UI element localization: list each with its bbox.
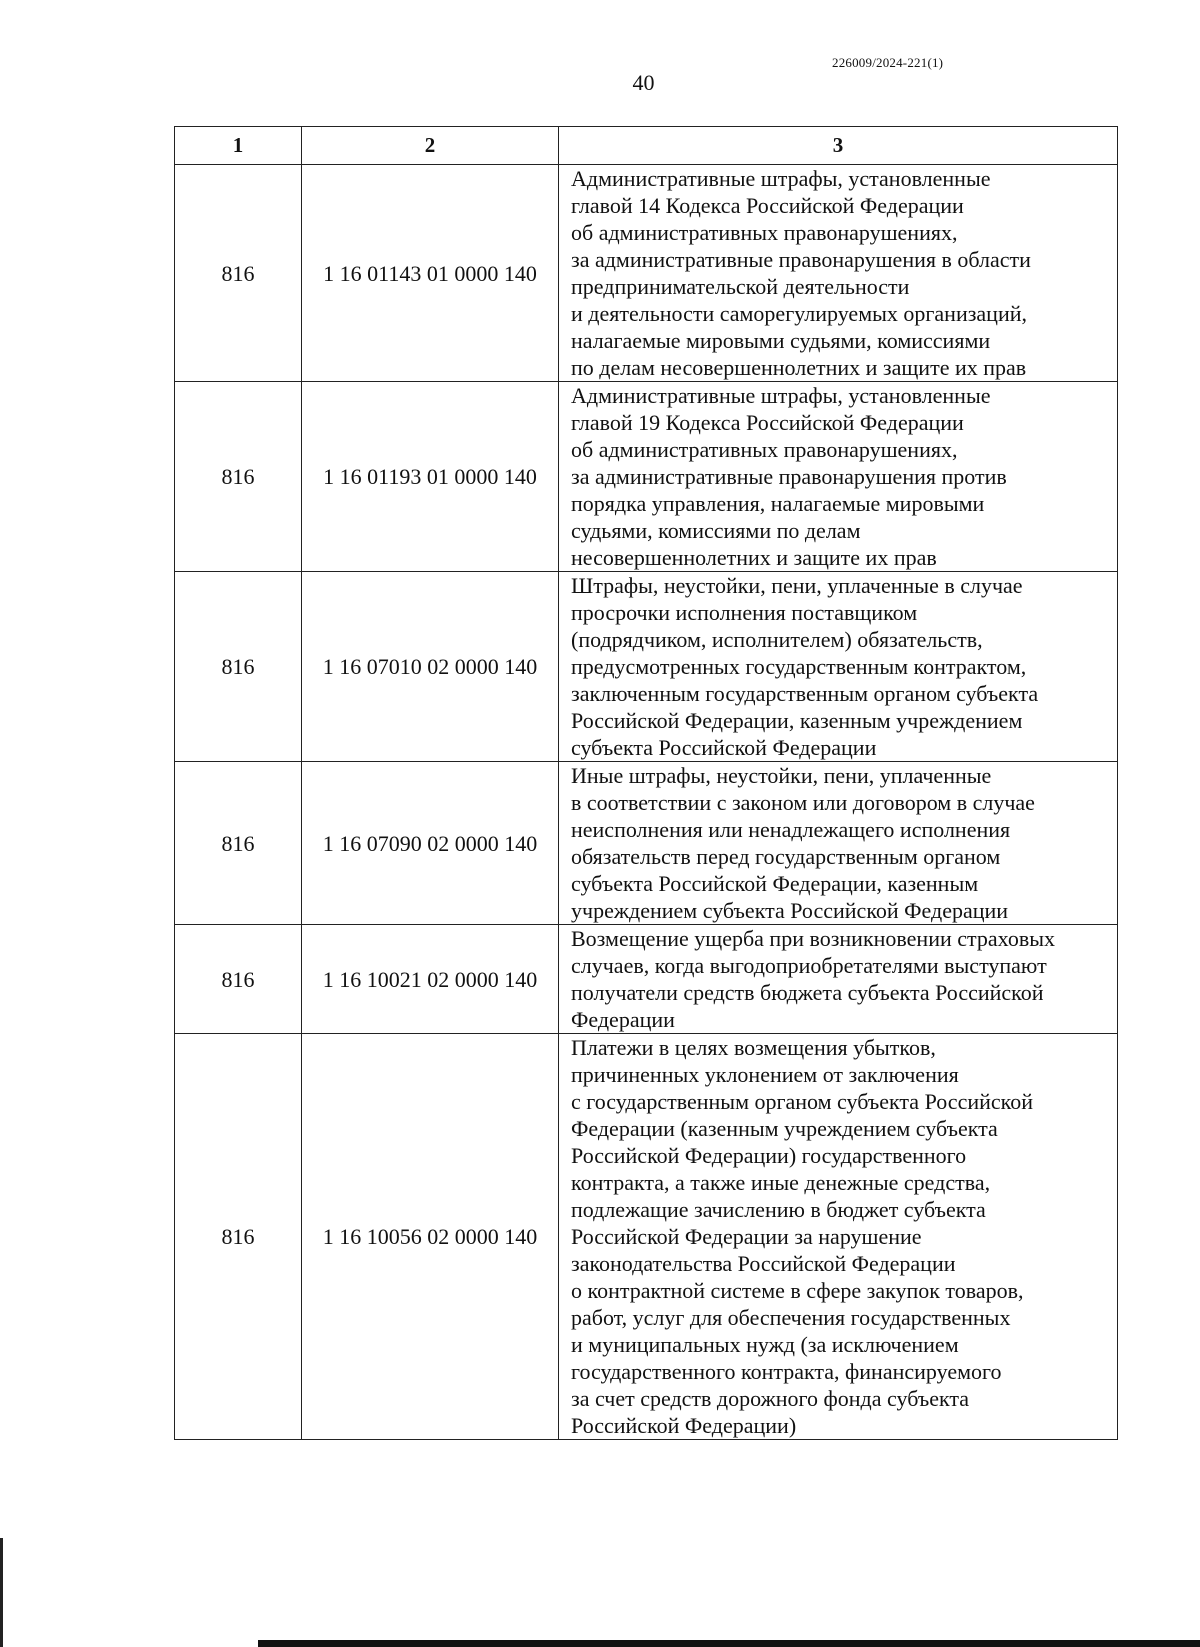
budget-code-cell: 1 16 07090 02 0000 140 — [302, 762, 559, 925]
description-cell — [559, 925, 1118, 1034]
table-row — [175, 165, 1118, 382]
admin-code-cell: 816 — [175, 382, 302, 572]
description-line: предусмотренных государственным контрактом, — [571, 654, 1027, 679]
description-line: подлежащие зачислению в бюджет субъекта — [571, 1197, 986, 1222]
description-line: обязательств перед государственным органом — [571, 844, 1001, 869]
description-line: Возмещение ущерба при возникновении страховых — [571, 926, 1055, 951]
table-row — [175, 572, 1118, 762]
description-line: по делам несовершеннолетних и защите их прав — [571, 355, 1027, 380]
table-row — [175, 762, 1118, 925]
description-line: учреждением субъекта Российской Федерации — [571, 898, 1009, 923]
page-number: 40 — [632, 70, 655, 95]
description-cell — [559, 165, 1118, 382]
description-line: порядка управления, налагаемые мировыми — [571, 491, 985, 516]
table-header-row — [175, 127, 1118, 165]
column-header-2: 2 — [302, 127, 559, 165]
budget-code-cell: 1 16 10021 02 0000 140 — [302, 925, 559, 1034]
description-line: налагаемые мировыми судьями, комиссиями — [571, 328, 991, 353]
description-cell — [559, 382, 1118, 572]
description-line: и муниципальных нужд (за исключением — [571, 1332, 959, 1357]
description-line: предпринимательской деятельности — [571, 274, 910, 299]
admin-code-cell: 816 — [175, 1034, 302, 1440]
description-line: субъекта Российской Федерации, казенным — [571, 871, 979, 896]
description-line: об административных правонарушениях, — [571, 220, 958, 245]
description-line: за административные правонарушения в области — [571, 247, 1031, 272]
admin-code-cell: 816 — [175, 165, 302, 382]
description-line: просрочки исполнения поставщиком — [571, 600, 918, 625]
description-line: главой 14 Кодекса Российской Федерации — [571, 193, 964, 218]
description-line: Административные штрафы, установленные — [571, 166, 991, 191]
description-cell — [559, 762, 1118, 925]
description-line: и деятельности саморегулируемых организаций, — [571, 301, 1028, 326]
budget-code-cell: 1 16 01193 01 0000 140 — [302, 382, 559, 572]
description-line: (подрядчиком, исполнителем) обязательств, — [571, 627, 983, 652]
table-header — [175, 127, 1118, 165]
description-line: субъекта Российской Федерации — [571, 735, 877, 760]
table-row — [175, 382, 1118, 572]
description-cell — [559, 1034, 1118, 1440]
admin-code-cell: 816 — [175, 572, 302, 762]
description-cell — [559, 572, 1118, 762]
description-line: Российской Федерации) государственного — [571, 1143, 967, 1168]
description-line: в соответствии с законом или договором в случае — [571, 790, 1035, 815]
description-line: несовершеннолетних и защите их прав — [571, 545, 937, 570]
budget-code-cell: 1 16 07010 02 0000 140 — [302, 572, 559, 762]
document-registration-number: 226009/2024-221(1) — [832, 55, 944, 70]
description-line: заключенным государственным органом субъекта — [571, 681, 1039, 706]
table-row — [175, 1034, 1118, 1440]
description-line: причиненных уклонением от заключения — [571, 1062, 959, 1087]
description-line: получатели средств бюджета субъекта Российской — [571, 980, 1044, 1005]
description-line: случаев, когда выгодоприобретателями выступают — [571, 953, 1047, 978]
description-line: Иные штрафы, неустойки, пени, уплаченные — [571, 763, 992, 788]
budget-classification-table — [174, 126, 1118, 1440]
description-line: судьями, комиссиями по делам — [571, 518, 861, 543]
scan-edge-line — [0, 1538, 3, 1647]
scan-bottom-edge — [258, 1640, 1200, 1647]
table-body — [175, 165, 1118, 1440]
description-line: государственного контракта, финансируемого — [571, 1359, 1002, 1384]
description-line: Федерации — [571, 1007, 675, 1032]
column-header-3: 3 — [559, 127, 1118, 165]
admin-code-cell: 816 — [175, 925, 302, 1034]
column-header-1: 1 — [175, 127, 302, 165]
description-line: за счет средств дорожного фонда субъекта — [571, 1386, 970, 1411]
budget-code-cell: 1 16 10056 02 0000 140 — [302, 1034, 559, 1440]
description-line: Штрафы, неустойки, пени, уплаченные в случае — [571, 573, 1023, 598]
budget-code-cell: 1 16 01143 01 0000 140 — [302, 165, 559, 382]
description-line: Федерации (казенным учреждением субъекта — [571, 1116, 998, 1141]
description-line: за административные правонарушения против — [571, 464, 1007, 489]
description-line: Российской Федерации за нарушение — [571, 1224, 922, 1249]
admin-code-cell: 816 — [175, 762, 302, 925]
description-line: с государственным органом субъекта Российской — [571, 1089, 1033, 1114]
description-line: Российской Федерации) — [571, 1413, 797, 1438]
description-line: о контрактной системе в сфере закупок товаров, — [571, 1278, 1024, 1303]
table-row — [175, 925, 1118, 1034]
description-line: работ, услуг для обеспечения государственных — [571, 1305, 1011, 1330]
description-line: Российской Федерации, казенным учреждением — [571, 708, 1023, 733]
description-line: главой 19 Кодекса Российской Федерации — [571, 410, 964, 435]
description-line: об административных правонарушениях, — [571, 437, 958, 462]
description-line: законодательства Российской Федерации — [571, 1251, 956, 1276]
description-line: неисполнения или ненадлежащего исполнения — [571, 817, 1011, 842]
description-line: контракта, а также иные денежные средства, — [571, 1170, 991, 1195]
description-line: Платежи в целях возмещения убытков, — [571, 1035, 936, 1060]
description-line: Административные штрафы, установленные — [571, 383, 991, 408]
